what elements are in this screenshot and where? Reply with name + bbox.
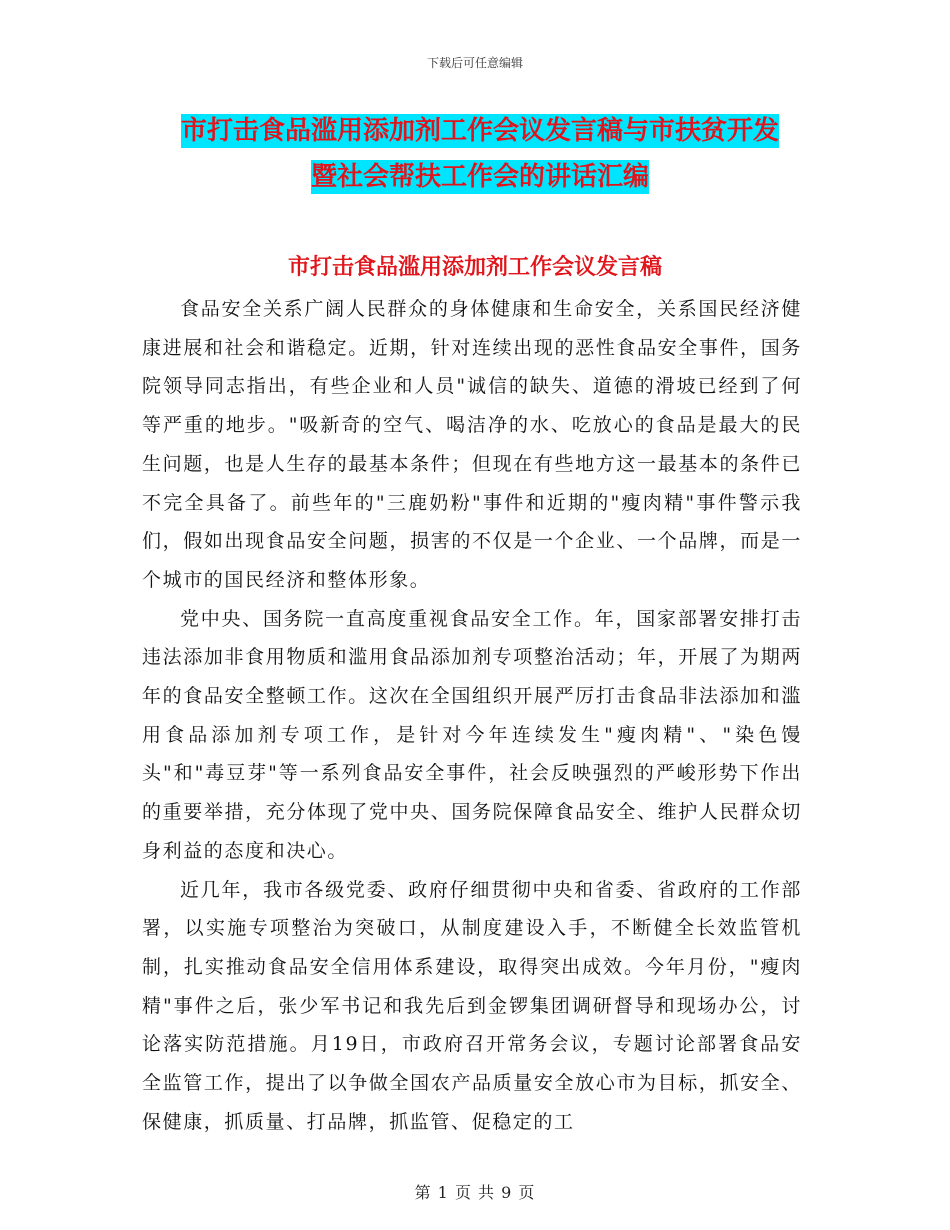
paragraph: 食品安全关系广阔人民群众的身体健康和生命安全，关系国民经济健康进展和社会和谐稳定。近期，针对连续出现的恶性食品安全事件，国务院领导同志指出，有些企业和人员"诚信的缺失、道德的滑坡已经到了何等严重的地步。"吸新奇的空气、喝洁净的水、吃放心的食品是最大的民生问题，也是人生存的最基本条件；但现在有些地方这一最基本的条件已不完全具备了。前些年的"三鹿奶粉"事件和近期的"瘦肉精"事件警示我们，假如出现食品安全问题，损害的不仅是一个企业、一个品牌，而是一个城市的国民经济和整体形象。 [142, 298, 802, 591]
page-footer: 第 1 页 共 9 页 [414, 1183, 536, 1202]
title-line-1: 市打击食品滥用添加剂工作会议发言稿与市扶贫开发 [180, 116, 779, 146]
header-note: 下载后可任意编辑 [426, 56, 523, 70]
paragraph: 近几年，我市各级党委、政府仔细贯彻中央和省委、省政府的工作部署，以实施专项整治为突破口，从制度建设入手，不断健全长效监管机制，扎实推动食品安全信用体系建设，取得突出成效。今年月份，"瘦肉精"事件之后，张少军书记和我先后到金锣集团调研督导和现场办公，讨论落实防范措施。月19日，市政府召开常务会议，专题讨论部署食品安全监管工作，提出了以争做全国农产品质量安全放心市为目标，抓安全、保健康，抓质量、打品牌，抓监管、促稳定的工 [142, 878, 802, 1133]
section-title: 市打击食品滥用添加剂工作会议发言稿 [287, 255, 662, 280]
paragraph: 党中央、国务院一直高度重视食品安全工作。年，国家部署安排打击违法添加非食用物质和滥用食品添加剂专项整治活动；年，开展了为期两年的食品安全整顿工作。这次在全国组织开展严厉打击食品非法添加和滥用食品添加剂专项工作，是针对今年连续发生"瘦肉精"、"染色馒头"和"毒豆芽"等一系列食品安全事件，社会反映强烈的严峻形势下作出的重要举措，充分体现了党中央、国务院保障食品安全、维护人民群众切身利益的态度和决心。 [142, 607, 802, 862]
body-text [142, 290, 802, 1141]
document-title [140, 108, 820, 200]
title-line-2: 暨社会帮扶工作会的讲话汇编 [310, 162, 649, 192]
